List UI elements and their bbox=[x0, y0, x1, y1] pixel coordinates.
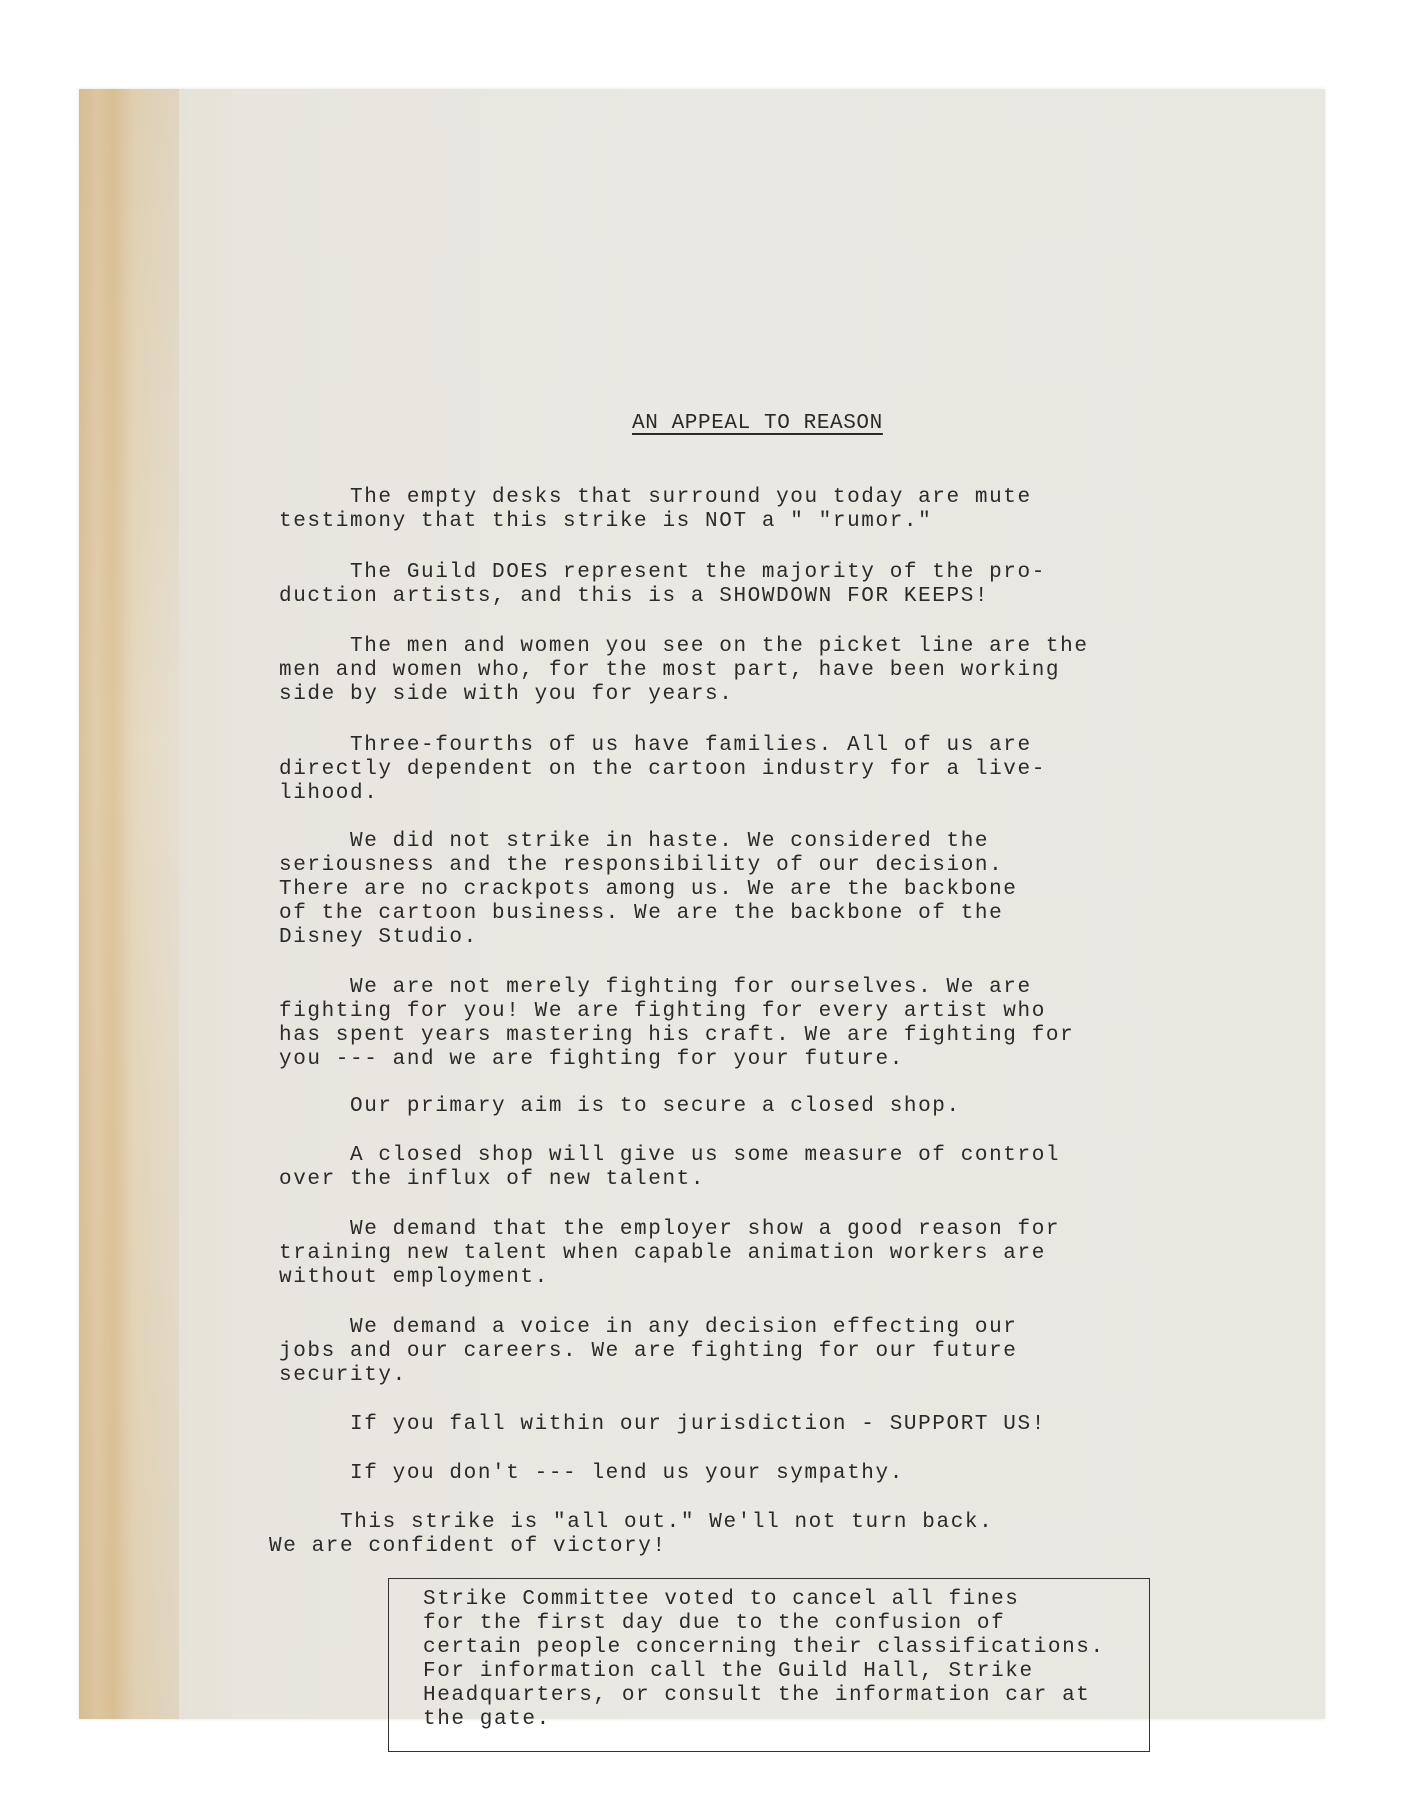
paragraph-families: Three-fourths of us have families. All of us are directly dependent on the cartoon industry for a live- lihood. bbox=[279, 734, 1046, 805]
paragraph-fighting-for-you: We are not merely fighting for ourselves. We are fighting for you! We are fighting for every artist who has spent years mastering his craft. We are fighting for you --- and we are fighting for your future. bbox=[279, 976, 1075, 1071]
typed-page bbox=[79, 89, 1325, 1731]
paragraph-sympathy: If you don't --- lend us your sympathy. bbox=[279, 1462, 904, 1485]
paragraph-voice-demand: We demand a voice in any decision effecting our jobs and our careers. We are fighting for our future security. bbox=[279, 1316, 1018, 1387]
paragraph-strike-decision: We did not strike in haste. We considered the seriousness and the responsibility of our decision. There are no crackpots among us. We are the backbone of the cartoon business. We are the backbone of the Disney Studio. bbox=[279, 830, 1018, 949]
paragraph-new-talent: We demand that the employer show a good reason for training new talent when capable animation workers are without employment. bbox=[279, 1218, 1061, 1289]
paragraph-picket-line: The men and women you see on the picket line are the men and women who, for the most part, have been working side by side with you for years. bbox=[279, 635, 1089, 706]
document-title: AN APPEAL TO REASON bbox=[632, 412, 883, 435]
paragraph-empty-desks: The empty desks that surround you today are mute testimony that this strike is NOT a " "rumor." bbox=[279, 486, 1032, 533]
paragraph-support-us: If you fall within our jurisdiction - SUPPORT US! bbox=[279, 1413, 1046, 1436]
paragraph-primary-aim: Our primary aim is to secure a closed shop. bbox=[279, 1095, 961, 1118]
paragraph-closed-shop: A closed shop will give us some measure of control over the influx of new talent. bbox=[279, 1144, 1061, 1191]
paragraph-all-out: This strike is "all out." We'll not turn back. We are confident of victory! bbox=[269, 1511, 994, 1558]
strike-committee-notice-box bbox=[388, 1578, 1150, 1752]
paragraph-guild-majority: The Guild DOES represent the majority of the pro- duction artists, and this is a SHOWDOWN FOR KEEPS! bbox=[279, 561, 1046, 608]
strike-committee-notice: Strike Committee voted to cancel all fines for the first day due to the confusion of certain people concerning their classifications. For information call the Guild Hall, Strike Headquarters, or consult the information car at the gate. bbox=[423, 1588, 1105, 1731]
